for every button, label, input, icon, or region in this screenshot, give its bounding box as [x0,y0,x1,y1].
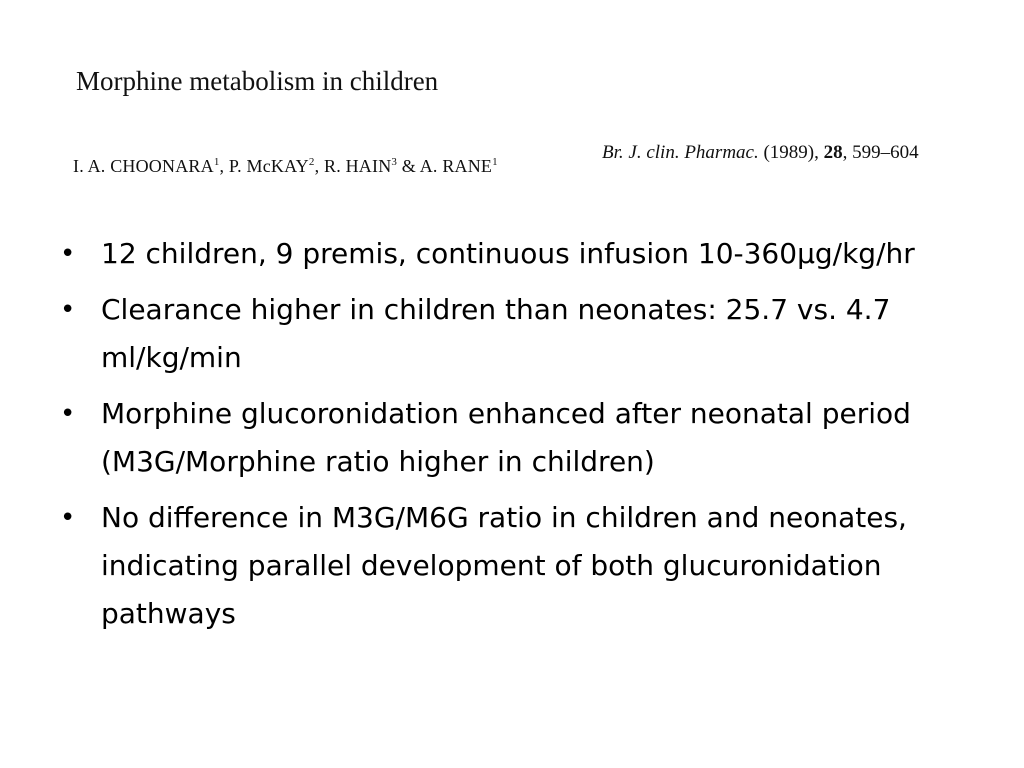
bullet-text: Morphine glucoronidation enhanced after neonatal period (M3G/Morphine ratio higher in children) [101,397,911,478]
bullet-text: 12 children, 9 premis, continuous infusion 10-360μg/kg/hr [101,237,915,270]
bullet-icon: • [60,503,76,533]
bullet-item [58,390,958,486]
bullet-text: Clearance higher in children than neonates: 25.7 vs. 4.7 ml/kg/min [101,293,891,374]
bullet-item [58,230,958,278]
author-name: R. HAIN [324,156,392,176]
citation-year: (1989), [763,142,819,163]
author-separator: , [314,156,324,176]
author-name: P. McKAY [228,156,309,176]
bullet-item [58,286,958,382]
bullet-icon: • [60,295,76,325]
bullet-list [58,230,958,646]
citation-pages: , 599–604 [842,142,919,163]
bullet-icon: • [60,399,76,429]
paper-title: Morphine metabolism in children [76,66,439,96]
bullet-item [58,494,958,638]
author-affiliation: 1 [213,156,220,168]
paper-authors [73,156,498,177]
author-name: A. RANE [419,156,493,176]
author-affiliation: 2 [308,156,315,168]
paper-header-excerpt [0,0,1024,200]
author-name: I. A. CHOONARA [73,156,214,176]
citation-journal: Br. J. clin. Pharmac. [602,142,759,163]
bullet-text: No difference in M3G/M6G ratio in children and neonates, indicating parallel development of both glucuronidation pathways [101,501,907,630]
author-affiliation: 3 [391,156,398,168]
author-separator: , [219,156,229,176]
author-separator: & [397,156,420,176]
paper-citation [602,142,919,164]
bullet-icon: • [60,239,76,269]
citation-volume: 28 [823,142,843,163]
author-affiliation: 1 [492,156,498,168]
